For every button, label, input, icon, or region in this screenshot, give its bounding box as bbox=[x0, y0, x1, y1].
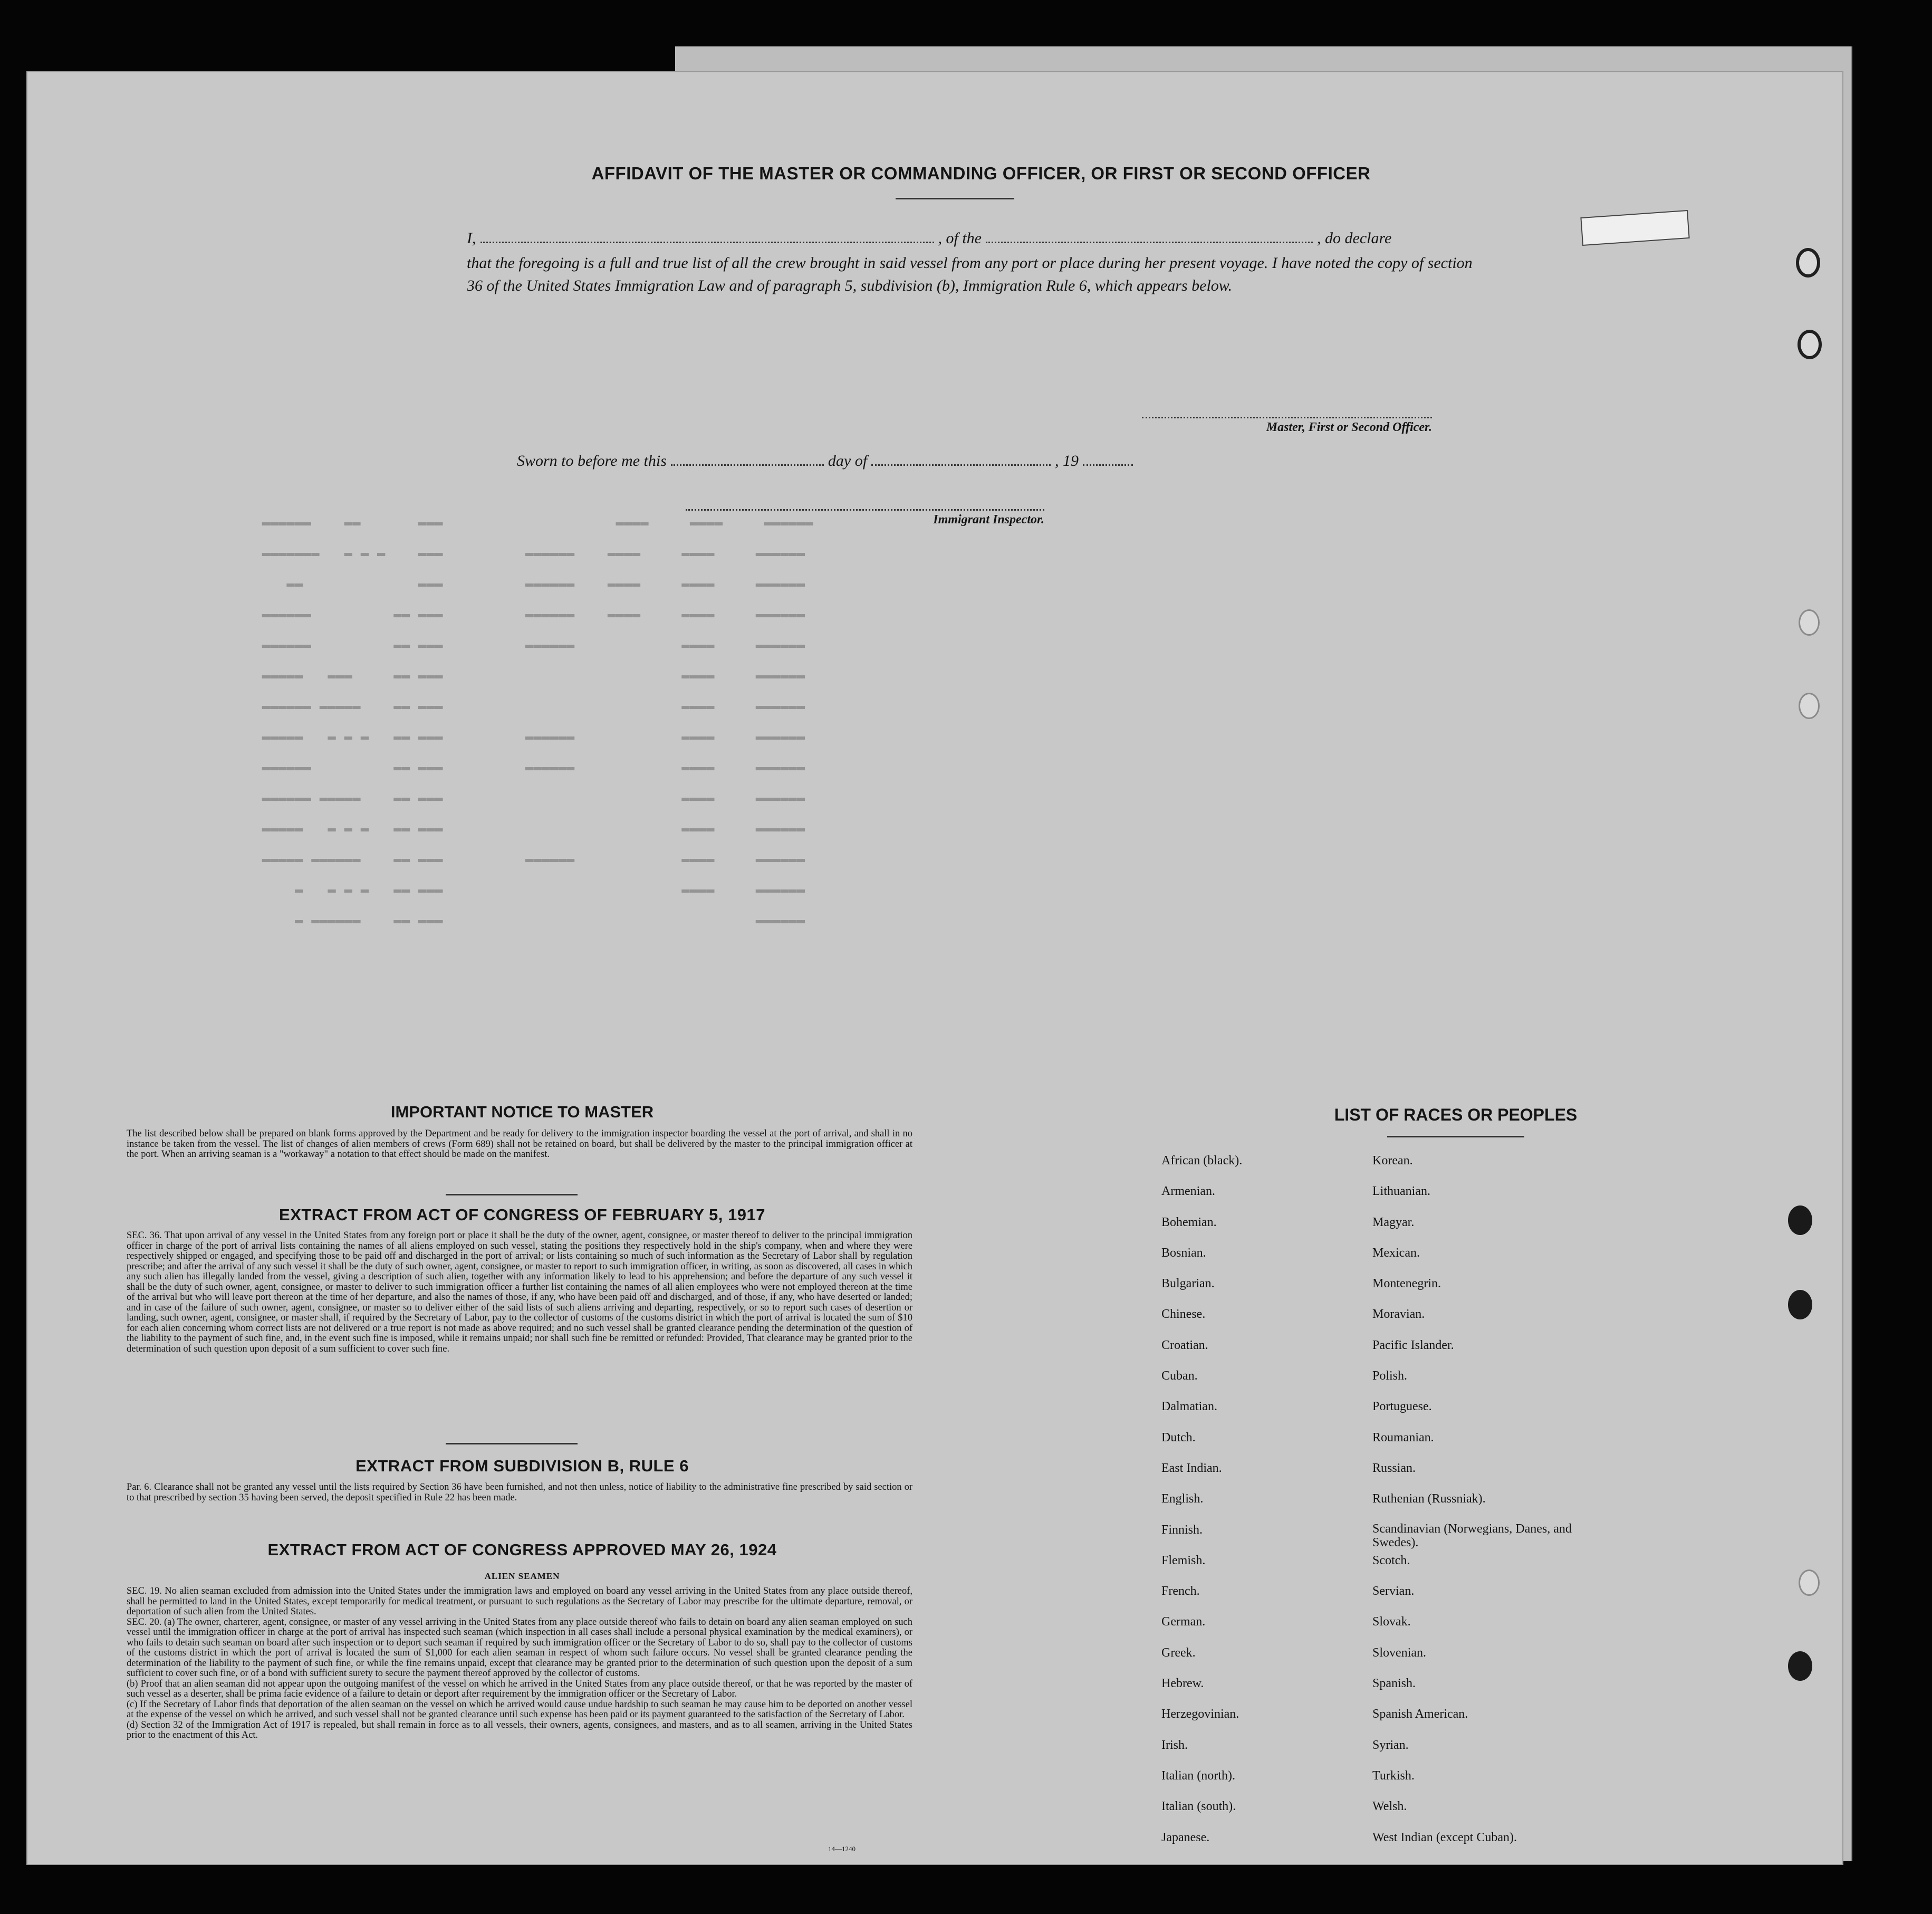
race-item: West Indian (except Cuban). bbox=[1372, 1830, 1517, 1844]
race-item: Russian. bbox=[1372, 1461, 1416, 1475]
punch-hole bbox=[1799, 693, 1820, 719]
extract-divider bbox=[446, 1443, 578, 1444]
day-blank[interactable] bbox=[671, 455, 824, 466]
extract-1924-sec20b: (b) Proof that an alien seaman did not appear upon the outgoing manifest of the vessel on which he arrived in the United States from any place outside thereof, or that he was reported by the master of such vessel as a deserter, shall be prima facie evidence of a failure to detain or deport after requirement by the immigration officer or the Secretary of Labor. bbox=[127, 1678, 912, 1699]
extract-1924-body bbox=[127, 1586, 912, 1741]
race-item: Italian (north). bbox=[1161, 1768, 1235, 1783]
extract-1917-body: SEC. 36. That upon arrival of any vessel in the United States from any foreign port or place it shall be the duty of the owner, agent, consignee, or master thereof to deliver to the principal immigration officer in charge of the port of arrival lists containing the names of all aliens employed on such vessel, stating the positions they respectively hold in the ship's company, when and where they were respectively shipped or engaged, and specifying those to be paid off and discharged in the port of arrival; or lists containing so much of such information as the Secretary of Labor shall by regulation prescribe; and after the arrival of any such vessel it shall be the duty of such owner, agent, consignee, or master to report to such immigration officer, in writing, as soon as discovered, all cases in which any such alien has illegally landed from the vessel, giving a description of such alien, together with any information likely to lead to his apprehension; and before the departure of any such vessel it shall be the duty of such owner, agent, consignee, or master to deliver to such immigration officer a further list containing the names of all alien employees who were not employed thereon at the time of the arrival but who will leave port thereon at the time of her departure, and also the names of those, if any, who have been paid off and discharged, and of those, if any, who have deserted or landed; and in case of the failure of such owner, agent, consignee, or master so to deliver either of the said lists of such aliens arriving and departing, respectively, or so to report such cases of desertion or landing, such owner, agent, consignee, or master shall, if required by the Secretary of Labor, pay to the collector of customs of the customs district in which the port of arrival is located the sum of $10 for each alien concerning whom correct lists are not delivered or a true report is not made as above required; and no such vessel shall be granted clearance pending the determination of the question of the liability to the payment of such fine, and, in the event such fine is imposed, while it remains unpaid; nor shall such fine be remitted or refunded: Provided, That clearance may be granted prior to the determination of such question upon deposit of a sum sufficient to cover such fine. bbox=[127, 1230, 912, 1354]
race-item: French. bbox=[1161, 1584, 1200, 1599]
race-item: Bosnian. bbox=[1161, 1246, 1206, 1260]
punch-hole bbox=[1788, 1651, 1812, 1681]
race-item: Herzegovinian. bbox=[1161, 1707, 1239, 1721]
race-item: English. bbox=[1161, 1492, 1204, 1506]
race-item: Japanese. bbox=[1161, 1830, 1210, 1844]
declaration-line bbox=[467, 229, 1482, 247]
race-item: Italian (south). bbox=[1161, 1800, 1236, 1814]
race-item: Moravian. bbox=[1372, 1307, 1425, 1322]
master-signature-line[interactable] bbox=[1142, 417, 1432, 435]
race-item: Greek. bbox=[1161, 1645, 1196, 1660]
race-item: Lithuanian. bbox=[1372, 1184, 1430, 1199]
race-item: Flemish. bbox=[1161, 1553, 1206, 1567]
punch-hole bbox=[1799, 609, 1820, 636]
race-item: Ruthenian (Russniak). bbox=[1372, 1492, 1486, 1506]
race-item: Roumanian. bbox=[1372, 1430, 1434, 1444]
master-signature-label: Master, First or Second Officer. bbox=[1266, 420, 1432, 434]
race-item: Korean. bbox=[1372, 1154, 1413, 1167]
race-item: Hebrew. bbox=[1161, 1677, 1204, 1691]
race-item: Croatian. bbox=[1161, 1338, 1208, 1352]
race-item: Bulgarian. bbox=[1161, 1277, 1215, 1291]
title-divider bbox=[896, 198, 1014, 199]
sworn-year: , 19 bbox=[1055, 452, 1079, 470]
notice-body: The list described below shall be prepared on blank forms approved by the Department and be ready for delivery to the immigration inspector boarding the vessel at the port of arrival, and shall in no instance be taken from the vessel. The list of changes of alien members of crews (Form 689) shall not be retained on board, but shall be delivered by the master to the principal immigration officer at the port. When an arriving seaman is a "workaway" a notation to that effect should be made on the manifest. bbox=[127, 1128, 912, 1160]
declaration-declare: , do declare bbox=[1317, 229, 1392, 247]
race-item: Chinese. bbox=[1161, 1307, 1206, 1322]
race-item: Bohemian. bbox=[1161, 1215, 1217, 1229]
extract-1924-sec20d: (d) Section 32 of the Immigration Act of 1917 is repealed, but shall remain in force as to all vessels, their owners, agents, consignees, and masters, and as to all seamen, arriving in the United States prior to the enactment of this Act. bbox=[127, 1719, 912, 1740]
race-item: Servian. bbox=[1372, 1584, 1415, 1599]
bleed-through-text: ▬▬▬▬▬▬ ▬▬ ▬▬▬ ▬▬▬▬ ▬▬▬▬ ▬▬▬▬▬▬ ▬▬▬▬▬▬▬ ▬ ▬ ▬ ▬▬▬ ▬▬▬▬▬▬ ▬▬▬▬ ▬▬▬▬ ▬▬▬▬▬▬ ▬▬ ▬▬▬ ▬▬▬▬▬▬ ▬▬▬▬ ▬▬▬▬ ▬▬▬▬▬▬ ▬▬▬▬▬▬ ▬▬ ▬▬▬ ▬▬▬▬▬▬ ▬▬▬▬ ▬▬▬▬ ▬▬▬▬▬▬ ▬▬▬▬▬▬ ▬▬ ▬▬▬ ▬▬▬▬▬▬ ▬▬▬▬ ▬▬▬▬▬▬ ▬▬▬▬▬ ▬▬▬ ▬▬ ▬▬▬ ▬▬▬▬ ▬▬▬▬▬▬ ▬▬▬▬▬▬ ▬▬▬▬▬ ▬▬ ▬▬▬ ▬▬▬▬ ▬▬▬▬▬▬ ▬▬▬▬▬ ▬ ▬ ▬ ▬▬ ▬▬▬ ▬▬▬▬▬▬ ▬▬▬▬ ▬▬▬▬▬▬ ▬▬▬▬▬▬ ▬▬ ▬▬▬ ▬▬▬▬▬▬ ▬▬▬▬ ▬▬▬▬▬▬ ▬▬▬▬▬▬ ▬▬▬▬▬ ▬▬ ▬▬▬ ▬▬▬▬ ▬▬▬▬▬▬ ▬▬▬▬▬ ▬ ▬ ▬ ▬▬ ▬▬▬ ▬▬▬▬ ▬▬▬▬▬▬ ▬▬▬▬▬ ▬▬▬▬▬▬ ▬▬ ▬▬▬ ▬▬▬▬▬▬ ▬▬▬▬ ▬▬▬▬▬▬ ▬ ▬ ▬ ▬ ▬▬ ▬▬▬ ▬▬▬▬ ▬▬▬▬▬▬ ▬ ▬▬▬▬▬▬ ▬▬ ▬▬▬ ▬▬▬▬▬▬ bbox=[105, 514, 813, 928]
race-item: Spanish. bbox=[1372, 1677, 1416, 1691]
notice-divider bbox=[446, 1194, 578, 1195]
races-list-left bbox=[1161, 1153, 1242, 1860]
name-blank[interactable] bbox=[480, 232, 934, 243]
race-item: Slovak. bbox=[1372, 1615, 1411, 1629]
race-item: Scandinavian (Norwegians, Danes, and Swedes). bbox=[1372, 1521, 1572, 1549]
affidavit-statement: that the foregoing is a full and true list of all the crew brought in said vessel from any port or place during her present voyage. I have noted the copy of section 36 of the United States Immigration Law and of paragraph 5, subdivision (b), Immigration Rule 6, which appears below. bbox=[467, 254, 1473, 294]
form-page bbox=[26, 71, 1843, 1865]
race-item: Finnish. bbox=[1161, 1523, 1203, 1537]
punch-hole bbox=[1799, 1570, 1820, 1596]
race-item: Montenegrin. bbox=[1372, 1277, 1441, 1291]
race-item: Mexican. bbox=[1372, 1246, 1420, 1260]
declaration-i: I, bbox=[467, 229, 476, 247]
sworn-prefix: Sworn to before me this bbox=[517, 452, 667, 470]
race-item: Magyar. bbox=[1372, 1215, 1415, 1229]
punch-hole bbox=[1788, 1205, 1812, 1235]
race-item: Pacific Islander. bbox=[1372, 1338, 1454, 1352]
inspector-signature-line[interactable] bbox=[686, 509, 1044, 527]
race-item: Syrian. bbox=[1372, 1738, 1409, 1752]
extract-1924-sec19: SEC. 19. No alien seaman excluded from admission into the United States under the immigration laws and employed on board any vessel arriving in the United States from any place outside thereof, shall be permitted to land in the United States, except temporarily for medical treatment, or pursuant to such regulations as the Secretary of Labor may prescribe for the ultimate departure, removal, or deportation of such alien from the United States. bbox=[127, 1586, 912, 1617]
notice-title: IMPORTANT NOTICE TO MASTER bbox=[390, 1103, 654, 1121]
extract-1924-title: EXTRACT FROM ACT OF CONGRESS APPROVED MAY 26, 1924 bbox=[267, 1540, 777, 1559]
extract-1924-sec20a: SEC. 20. (a) The owner, charterer, agent, consignee, or master of any vessel arriving in the United States from any place outside thereof who fails to detain on board any alien seaman employed on such vessel until the immigration officer in charge at the port of arrival has inspected such seaman (which inspection in all cases shall include a personal physical examination by the medical examiners), or who fails to detain such seaman on board after such inspection or to deport such seaman if required by such immigration officer or the Secretary of Labor to do so, shall pay to the collector of customs of the customs district in which the port of arrival is located the sum of $1,000 for each alien seaman in respect of whom such failure occurs. No vessel shall be granted clearance pending the determination of the liability to the payment of such fine, or while the fine remains unpaid, except that clearance may be granted prior to the determination of such question upon the deposit of a sum sufficient to cover such fine, or of a bond with sufficient surety to secure the payment thereof approved by the collector of customs. bbox=[127, 1616, 912, 1679]
race-item: East Indian. bbox=[1161, 1461, 1222, 1475]
races-list-right bbox=[1372, 1153, 1594, 1860]
declaration-of-the: , of the bbox=[938, 229, 982, 247]
race-item: Portuguese. bbox=[1372, 1400, 1432, 1414]
race-item: Dutch. bbox=[1161, 1430, 1196, 1444]
race-item: Welsh. bbox=[1372, 1800, 1407, 1814]
punch-hole bbox=[1788, 1290, 1812, 1319]
races-title: LIST OF RACES OR PEOPLES bbox=[1334, 1105, 1578, 1124]
affidavit-title: AFFIDAVIT OF THE MASTER OR COMMANDING OFFICER, OR FIRST OR SECOND OFFICER bbox=[591, 164, 1371, 183]
race-item: Polish. bbox=[1372, 1369, 1408, 1383]
race-item: Slovenian. bbox=[1372, 1645, 1426, 1660]
extract-1924-sec20c: (c) If the Secretary of Labor finds that deportation of the alien seaman on the vessel on which he arrived would cause undue hardship to such seaman he may cause him to be deported on another vessel at the expense of the vessel on which he arrived, and such vessel shall not be granted clearance until such expense has been paid or its payment guaranteed to the satisfaction of the Secretary of Labor. bbox=[127, 1699, 912, 1720]
extract-rule6-title: EXTRACT FROM SUBDIVISION B, RULE 6 bbox=[355, 1457, 689, 1475]
sworn-day-of: day of bbox=[828, 452, 868, 470]
form-number: 14—1240 bbox=[828, 1845, 856, 1853]
extract-rule6-body: Par. 6. Clearance shall not be granted any vessel until the lists required by Section 36 have been furnished, and not then unless, notice of liability to the administrative fine prescribed by said section or to that prescribed by section 35 having been served, the deposit specified in Rule 22 has been made. bbox=[127, 1482, 912, 1503]
race-item: Irish. bbox=[1161, 1738, 1188, 1752]
vessel-blank[interactable] bbox=[986, 232, 1313, 243]
race-item: German. bbox=[1161, 1615, 1206, 1629]
extract-1924-subtitle: ALIEN SEAMEN bbox=[484, 1571, 560, 1581]
extract-1917-title: EXTRACT FROM ACT OF CONGRESS OF FEBRUARY 5, 1917 bbox=[279, 1205, 765, 1224]
inspector-label: Immigrant Inspector. bbox=[933, 513, 1044, 527]
torn-label bbox=[1581, 211, 1688, 245]
race-item: Scotch. bbox=[1372, 1553, 1410, 1567]
race-item: Cuban. bbox=[1161, 1369, 1198, 1383]
month-blank[interactable] bbox=[871, 455, 1051, 466]
race-item: African (black). bbox=[1161, 1154, 1243, 1167]
sworn-line bbox=[517, 452, 1181, 470]
year-blank[interactable] bbox=[1083, 455, 1133, 466]
punch-hole bbox=[1798, 330, 1822, 359]
race-item: Spanish American. bbox=[1372, 1707, 1468, 1721]
race-item: Dalmatian. bbox=[1161, 1400, 1217, 1414]
race-item: Turkish. bbox=[1372, 1768, 1415, 1783]
race-item: Armenian. bbox=[1161, 1184, 1215, 1199]
punch-hole bbox=[1796, 248, 1820, 277]
races-divider bbox=[1387, 1136, 1524, 1137]
